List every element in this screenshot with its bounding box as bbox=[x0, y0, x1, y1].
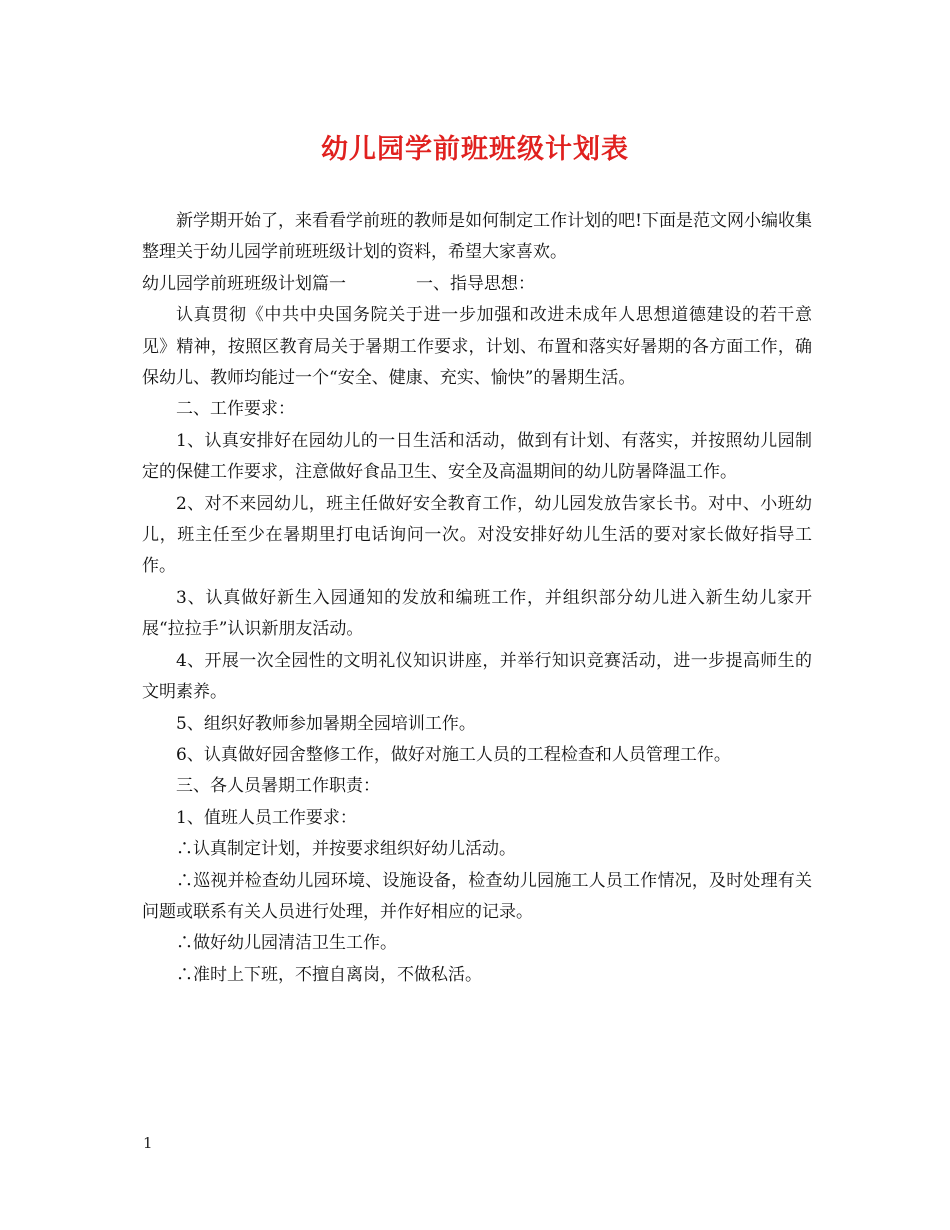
intro-paragraph: 新学期开始了，来看看学前班的教师是如何制定工作计划的吧!下面是范文网小编收集整理关于幼儿园学前班班级计划的资料，希望大家喜欢。 bbox=[142, 211, 812, 263]
section-heading bbox=[142, 269, 812, 300]
list-item: ∴准时上下班，不擅自离岗，不做私活。 bbox=[176, 964, 482, 985]
list-item: ∴做好幼儿园清洁卫生工作。 bbox=[176, 933, 397, 954]
body-paragraph: 4、开展一次全园性的文明礼仪知识讲座，并举行知识竞赛活动，进一步提高师生的文明素养。 bbox=[142, 650, 812, 703]
body-paragraph: 6、认真做好园舍整修工作，做好对施工人员的工程检查和人员管理工作。 bbox=[176, 744, 731, 765]
list-item: ∴巡视并检查幼儿园环境、设施设备，检查幼儿园施工人员工作情况，及时处理有关问题或联系有关人员进行处理，并作好相应的记录。 bbox=[142, 870, 812, 922]
page-number: 1 bbox=[143, 1134, 153, 1152]
body-paragraph: 1、认真安排好在园幼儿的一日生活和活动，做到有计划、有落实，并按照幼儿园制定的保健工作要求，注意做好食品卫生、安全及高温期间的幼儿防暑降温工作。 bbox=[142, 430, 812, 483]
document-body bbox=[142, 206, 812, 991]
body-paragraph: 认真贯彻《中共中央国务院关于进一步加强和改进未成年人思想道德建设的若干意见》精神，按照区教育局关于暑期工作要求，计划、布置和落实好暑期的各方面工作，确保幼儿、教师均能过一个“安全、健康、充实、愉快”的暑期生活。 bbox=[142, 305, 812, 389]
section-heading-title: 幼儿园学前班班级计划篇一 bbox=[142, 273, 346, 294]
sub-heading: 1、值班人员工作要求： bbox=[176, 807, 357, 828]
list-item: ∴认真制定计划，并按要求组织好幼儿活动。 bbox=[176, 839, 516, 860]
document-title: 幼儿园学前班班级计划表 bbox=[321, 134, 629, 165]
body-paragraph: 5、组织好教师参加暑期全园培训工作。 bbox=[176, 713, 476, 734]
body-paragraph: 3、认真做好新生入园通知的发放和编班工作，并组织部分幼儿进入新生幼儿家开展“拉拉手”认识新朋友活动。 bbox=[142, 587, 812, 640]
section-heading-duties: 三、各人员暑期工作职责： bbox=[176, 776, 380, 797]
body-paragraph: 2、对不来园幼儿，班主任做好安全教育工作，幼儿园发放告家长书。对中、小班幼儿，班主任至少在暑期里打电话询问一次。对没安排好幼儿生活的要对家长做好指导工作。 bbox=[142, 493, 812, 577]
section-heading-requirements: 二、工作要求： bbox=[176, 399, 295, 420]
section-heading-subtitle: 一、指导思想： bbox=[416, 273, 535, 294]
